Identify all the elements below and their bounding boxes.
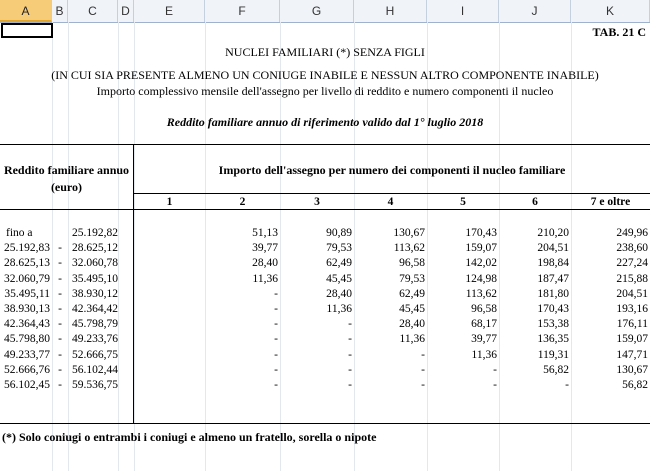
component-header: 3 (314, 196, 320, 208)
amount-cell: 227,24 (616, 257, 648, 270)
amount-cell: 204,51 (616, 287, 648, 300)
income-range-cell: - (58, 318, 62, 331)
amount-cell: - (493, 379, 497, 391)
column-header-j[interactable]: J (499, 0, 571, 22)
amount-cell: - (565, 379, 569, 391)
income-range-cell: 56.102,44 (72, 363, 118, 376)
income-range-cell: fino a (6, 227, 33, 239)
amount-cell: 113,62 (465, 287, 497, 300)
amount-cell: 130,67 (393, 227, 425, 239)
income-range-cell: 42.364,43 (4, 318, 50, 331)
income-range-cell: - (58, 333, 62, 346)
amount-cell: 62,49 (399, 287, 425, 300)
amount-cell: 51,13 (252, 227, 278, 239)
income-range-cell: 35.495,10 (72, 272, 118, 285)
amount-cell: 90,89 (326, 227, 352, 239)
amount-cell: 11,36 (399, 333, 425, 346)
table-row (0, 226, 650, 241)
amount-cell (134, 302, 203, 317)
amount-cell: 39,77 (471, 333, 497, 346)
income-range-cell: - (58, 257, 62, 270)
amount-cell: - (493, 363, 497, 376)
income-range-cell: 32.060,78 (72, 257, 118, 270)
amount-cell: 96,58 (399, 257, 425, 270)
amount-cell (134, 256, 203, 271)
column-header-i[interactable]: I (427, 0, 499, 22)
amount-cell: 187,47 (537, 272, 569, 285)
amount-cell: 204,51 (537, 242, 569, 255)
amount-cell (134, 317, 203, 332)
table-row (0, 287, 650, 302)
amount-cell: 170,43 (537, 303, 569, 315)
amount-header: Importo dell'assegno per numero dei componenti il nucleo familiare (218, 163, 566, 177)
footnote: (*) Solo coniugi o entrambi i coniugi e almeno un fratello, sorella o nipote (2, 430, 377, 444)
income-range-cell: 38.930,13 (4, 303, 50, 315)
title-line-1: NUCLEI FAMILIARI (*) SENZA FIGLI (225, 45, 425, 59)
amount-cell (134, 378, 203, 393)
income-range-cell: 35.495,11 (4, 287, 50, 300)
amount-cell: 238,60 (616, 242, 648, 255)
income-range-cell: 38.930,12 (72, 287, 118, 300)
table-row (0, 332, 650, 347)
income-range-cell: - (58, 348, 62, 361)
components-header-row (0, 195, 650, 210)
amount-cell: - (348, 363, 352, 376)
title-line-2: (IN CUI SIA PRESENTE ALMENO UN CONIUGE INABILE E NESSUN ALTRO COMPONENTE INABILE) (51, 68, 599, 82)
amount-cell: 45,45 (326, 272, 352, 285)
amount-cell (134, 348, 203, 363)
income-range-cell: 45.798,80 (4, 333, 50, 346)
column-header-f[interactable]: F (205, 0, 280, 22)
amount-cell: 28,40 (326, 287, 352, 300)
amount-cell: - (348, 379, 352, 391)
amount-cell: - (348, 318, 352, 331)
amount-cell: 130,67 (616, 363, 648, 376)
income-range-cell: 45.798,79 (72, 318, 118, 331)
amount-cell: 11,36 (326, 303, 352, 315)
column-header-c[interactable]: C (68, 0, 118, 22)
amount-cell: 39,77 (252, 242, 278, 255)
column-header-b[interactable]: B (52, 0, 68, 22)
column-header-e[interactable]: E (134, 0, 205, 22)
amount-cell (134, 226, 203, 241)
income-range-cell: 56.102,45 (4, 379, 50, 391)
amount-cell: 159,07 (616, 333, 648, 346)
amount-cell: 124,98 (465, 272, 497, 285)
amount-cell: 181,80 (537, 287, 569, 300)
amount-cell: - (421, 379, 425, 391)
component-header: 2 (239, 196, 246, 208)
table-subtitle: Reddito familiare annuo di riferimento valido dal 1° luglio 2018 (166, 115, 484, 129)
amount-cell: 56,82 (543, 363, 569, 376)
table-bottom-border (0, 423, 650, 424)
income-range-cell: - (58, 287, 62, 300)
table-row (0, 302, 650, 317)
income-range-cell: - (58, 242, 62, 255)
amount-cell: 62,49 (326, 257, 352, 270)
amount-cell: - (274, 287, 278, 300)
amount-cell: 45,45 (399, 303, 425, 315)
income-range-cell: - (58, 303, 62, 315)
column-header-bar (0, 0, 650, 23)
amount-cell: 147,71 (616, 348, 648, 361)
table-row (0, 348, 650, 363)
table-row (0, 256, 650, 271)
amount-cell: 249,96 (616, 227, 648, 239)
column-header-a[interactable]: A (0, 0, 52, 22)
header-separator (133, 193, 650, 194)
component-header: 1 (166, 196, 173, 208)
amount-cell: - (274, 303, 278, 315)
column-header-k[interactable]: K (571, 0, 650, 22)
amount-cell: 79,53 (326, 242, 352, 255)
amount-cell: - (348, 348, 352, 361)
amount-cell: - (274, 363, 278, 376)
income-range-cell: 25.192,82 (72, 227, 118, 239)
amount-cell (134, 332, 203, 347)
amount-cell: 79,53 (399, 272, 425, 285)
amount-cell: - (274, 333, 278, 346)
active-cell-a1[interactable] (1, 23, 53, 38)
amount-cell: 176,11 (616, 318, 648, 331)
amount-cell (134, 241, 203, 256)
income-range-cell: - (58, 363, 62, 376)
amount-cell: 170,43 (465, 227, 497, 239)
income-range-cell: 59.536,75 (72, 379, 118, 391)
amount-cell (134, 363, 203, 378)
amount-cell: 56,82 (622, 379, 648, 391)
title-line-3: Importo complessivo mensile dell'assegno per livello di reddito e numero componenti il nucleo (96, 84, 554, 98)
amount-cell: 28,40 (399, 318, 425, 331)
income-range-cell: 32.060,79 (4, 272, 50, 285)
amount-cell: 210,20 (537, 227, 569, 239)
amount-cell: 159,07 (465, 242, 497, 255)
income-header: Reddito familiare annuo (3, 163, 130, 177)
amount-cell: 119,31 (537, 348, 569, 361)
amount-cell: - (274, 379, 278, 391)
amount-cell: 193,16 (616, 303, 648, 315)
income-range-cell: 49.233,77 (4, 348, 50, 361)
amount-cell: - (421, 348, 425, 361)
income-range-cell (52, 226, 68, 241)
income-range-cell: - (58, 379, 62, 391)
income-range-cell: 52.666,75 (72, 348, 118, 361)
amount-cell: 68,17 (471, 318, 497, 331)
component-header: 7 e oltre (590, 196, 631, 208)
income-unit: (euro) (50, 180, 83, 194)
table-row (0, 241, 650, 256)
column-header-d[interactable]: D (118, 0, 134, 22)
column-header-g[interactable]: G (280, 0, 354, 22)
amount-cell: - (421, 363, 425, 376)
table-row (0, 363, 650, 378)
amount-cell: 28,40 (252, 257, 278, 270)
table-row (0, 378, 650, 393)
amount-cell: 136,35 (537, 333, 569, 346)
table-top-border (0, 144, 650, 145)
component-header: 5 (460, 196, 466, 208)
table-row (0, 317, 650, 332)
column-header-h[interactable]: H (354, 0, 427, 22)
income-range-cell: 49.233,76 (72, 333, 118, 346)
component-header: 6 (532, 196, 538, 208)
amount-cell: 11,36 (252, 272, 278, 285)
amount-cell (134, 287, 203, 302)
amount-cell: 153,38 (537, 318, 569, 331)
income-range-cell: 42.364,42 (72, 303, 118, 315)
income-range-cell: 28.625,13 (4, 257, 50, 270)
amount-cell: 215,88 (616, 272, 648, 285)
amount-cell: 198,84 (537, 257, 569, 270)
amount-cell: 11,36 (471, 348, 497, 361)
income-range-cell: - (58, 272, 62, 285)
table-code: TAB. 21 C (592, 25, 646, 39)
amount-cell: - (274, 318, 278, 331)
amount-cell: - (274, 348, 278, 361)
income-range-cell: 25.192,83 (4, 242, 50, 255)
amount-cell: - (348, 333, 352, 346)
income-range-cell: 52.666,76 (4, 363, 50, 376)
component-header: 4 (387, 196, 394, 208)
amount-cell: 96,58 (471, 303, 497, 315)
income-range-cell: 28.625,12 (72, 242, 118, 255)
table-row (0, 272, 650, 287)
amount-cell: 113,62 (393, 242, 425, 255)
amount-cell (134, 272, 203, 287)
amount-cell: 142,02 (465, 257, 497, 270)
